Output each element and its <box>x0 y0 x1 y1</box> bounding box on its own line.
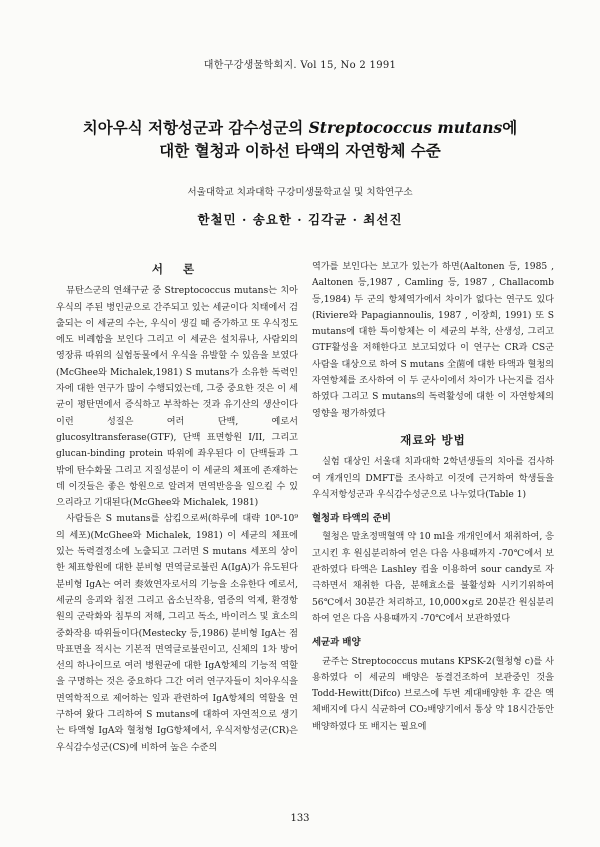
subsection-bacteria-culture: 세균과 배양 <box>312 637 361 649</box>
serum-saliva-paragraph: 혈청은 말초정맥혈액 약 10 ml을 개개인에서 채취하여, 응고시킨 후 원심분리하여 얻은 다음 사용때까지 -70℃에서 보관하였다 타액은 Lashley 컵을 이용하여 sour candy로 자극하면서 채취한 다음, 분해효소를 불활성화 시키기위하여 56℃에서 30분간 처리하고, 10,000×g로 20분간 원심분리하여 얻은 다음 사용때까지 -70℃에서 보관하였다 <box>312 532 554 624</box>
bacteria-culture-paragraph: 균주는 Streptococcus mutans KPSK-2(혈청형 c)를 사용하였다 이 세균의 배양은 동결건조하여 보관중인 것을 Todd-Hewitt(Difco) 브로스에 두번 계대배양한 후 같은 액체배지에 다시 식균하여 CO₂배양기에서 통상 약 18시간동안 배양하였다 또 배지는 필요에 <box>312 656 554 732</box>
title-line-1-pre: 치아우식 저항성군과 감수성군의 <box>82 119 309 137</box>
subsection-serum-saliva: 혈청과 타액의 준비 <box>312 513 391 525</box>
title-line-1 <box>40 116 560 140</box>
page-number: 133 <box>290 813 310 824</box>
left-column <box>56 259 298 756</box>
title-line-1-post: 에 <box>502 119 518 137</box>
article-title <box>40 116 560 163</box>
intro-paragraph-2: 사람들은 S mutans를 삼킴으로써(하루에 대략 10⁸-10⁹의 세포)(McGhee와 Michalek, 1981) 이 세균의 체표에 있는 독력결정소에 노출되고 그러면 S mutans 세포의 상이한 체표항원에 대한 분비형 면역글로불린 A(IgA)가 유도된다 분비형 IgA는 여러 奏效연자로서의 기능을 소유한다 예로서, 세균의 응괴와 침전 그리고 옵소닌작용, 염증의 억제, 환경항원의 군락화와 침투의 저해, 그리고 독소, 바이러스 및 효소의 중화작용 따위들이다(Mestecky 등,1986) 분비형 IgA는 점막표면을 적시는 기본적 면역글로불린이고, 신체의 1차 방어선의 하나이므로 여러 병원균에 대한 IgA항체의 기능적 역할을 구명하는 것은 중요하다 그간 여러 연구자들이 치아우식을 면역학적으로 제어하는 일과 관련하여 IgA항체의 역할을 연구하여 왔다 그리하여 S mutans에 대하여 자연적으로 생기는 타액형 IgA와 혈청형 IgG항체에서, 우식저항성군(CR)은 우식감수성군(CS)에 비하여 높은 수준의 <box>56 514 298 753</box>
methods-heading: 재료와 방법 <box>400 432 466 447</box>
journal-header: 대한구강생물학회지. Vol 15, No 2 1991 <box>203 60 397 71</box>
right-column <box>312 259 554 735</box>
methods-intro-paragraph: 실험 대상인 서울대 치과대학 2학년생들의 치아를 검사하여 개개인의 DMFT를 조사하고 이것에 근거하여 학생들을 우식저항성군과 우식감수성군으로 나누었다(Table 1) <box>312 457 554 500</box>
affiliation: 서울대학교 치과대학 구강미생물학교실 및 치학연구소 <box>187 187 413 198</box>
intro-heading: 서 론 <box>151 262 203 276</box>
intro-continuation: 역가를 보인다는 보고가 있는가 하면(Aaltonen 등, 1985 , Aaltonen 등,1987 , Camling 등, 1987 , Challacomb 등,1984) 두 군의 항체역가에서 차이가 없다는 연구도 있다(Riviere와 Papagiannoulis, 1987 , 이장희, 1991) 또 S mutans에 대한 특이항체는 이 세균의 부착, 산생성, 그리고 GTF활성을 저해한다고 보고되었다 이 연구는 CR과 CS군 사람을 대상으로 하여 S mutans 全菌에 대한 타액과 혈청의 자연항체를 조사하여 이 두 군사이에서 차이가 나는지를 검사하였다 그리고 S mutans의 독력활성에 대한 이 자연항체의 영향을 평가하였다 <box>312 262 554 419</box>
title-line-2: 대한 혈청과 이하선 타액의 자연항체 수준 <box>159 142 441 160</box>
intro-paragraph-1: 뮤탄스군의 연쇄구균 중 Streptococcus mutans는 치아우식의 주된 병인균으로 간주되고 있는 세균이다 치태에서 검출되는 이 세균의 수는, 우식이 생길 때 증가하고 또 우식정도에도 비례함을 보인다 그리고 이 세균은 설치류나, 사람외의 영장류 따위의 실험동물에서 우식을 유발할 수 있음을 보였다(McGhee와 Michalek,1981) S mutans가 소유한 독력인자에 대한 연구가 많이 수행되었는데, 그중 중요한 것은 이 세균이 평탄면에서 증식하고 부착하는 것과 유기산의 생산이다 이런 성질은 여러 단백, 예로서 glucosyltransferase(GTF), 단백 표면항원 I/II, 그리고 glucan-binding protein 따위에 좌우된다 이 단백들과 그 밖에 탄수화물 그리고 지질성분이 이 세균의 체표에 존재하는데 이것들은 좋은 항원으로 알려져 면역반응을 일으킬 수 있으리라고 기대된다(McGhee와 Michalek, 1981) <box>56 286 298 509</box>
title-species: Streptococcus mutans <box>308 118 503 137</box>
authors: 한철민 · 송요한 · 김각균 · 최선진 <box>197 212 403 227</box>
